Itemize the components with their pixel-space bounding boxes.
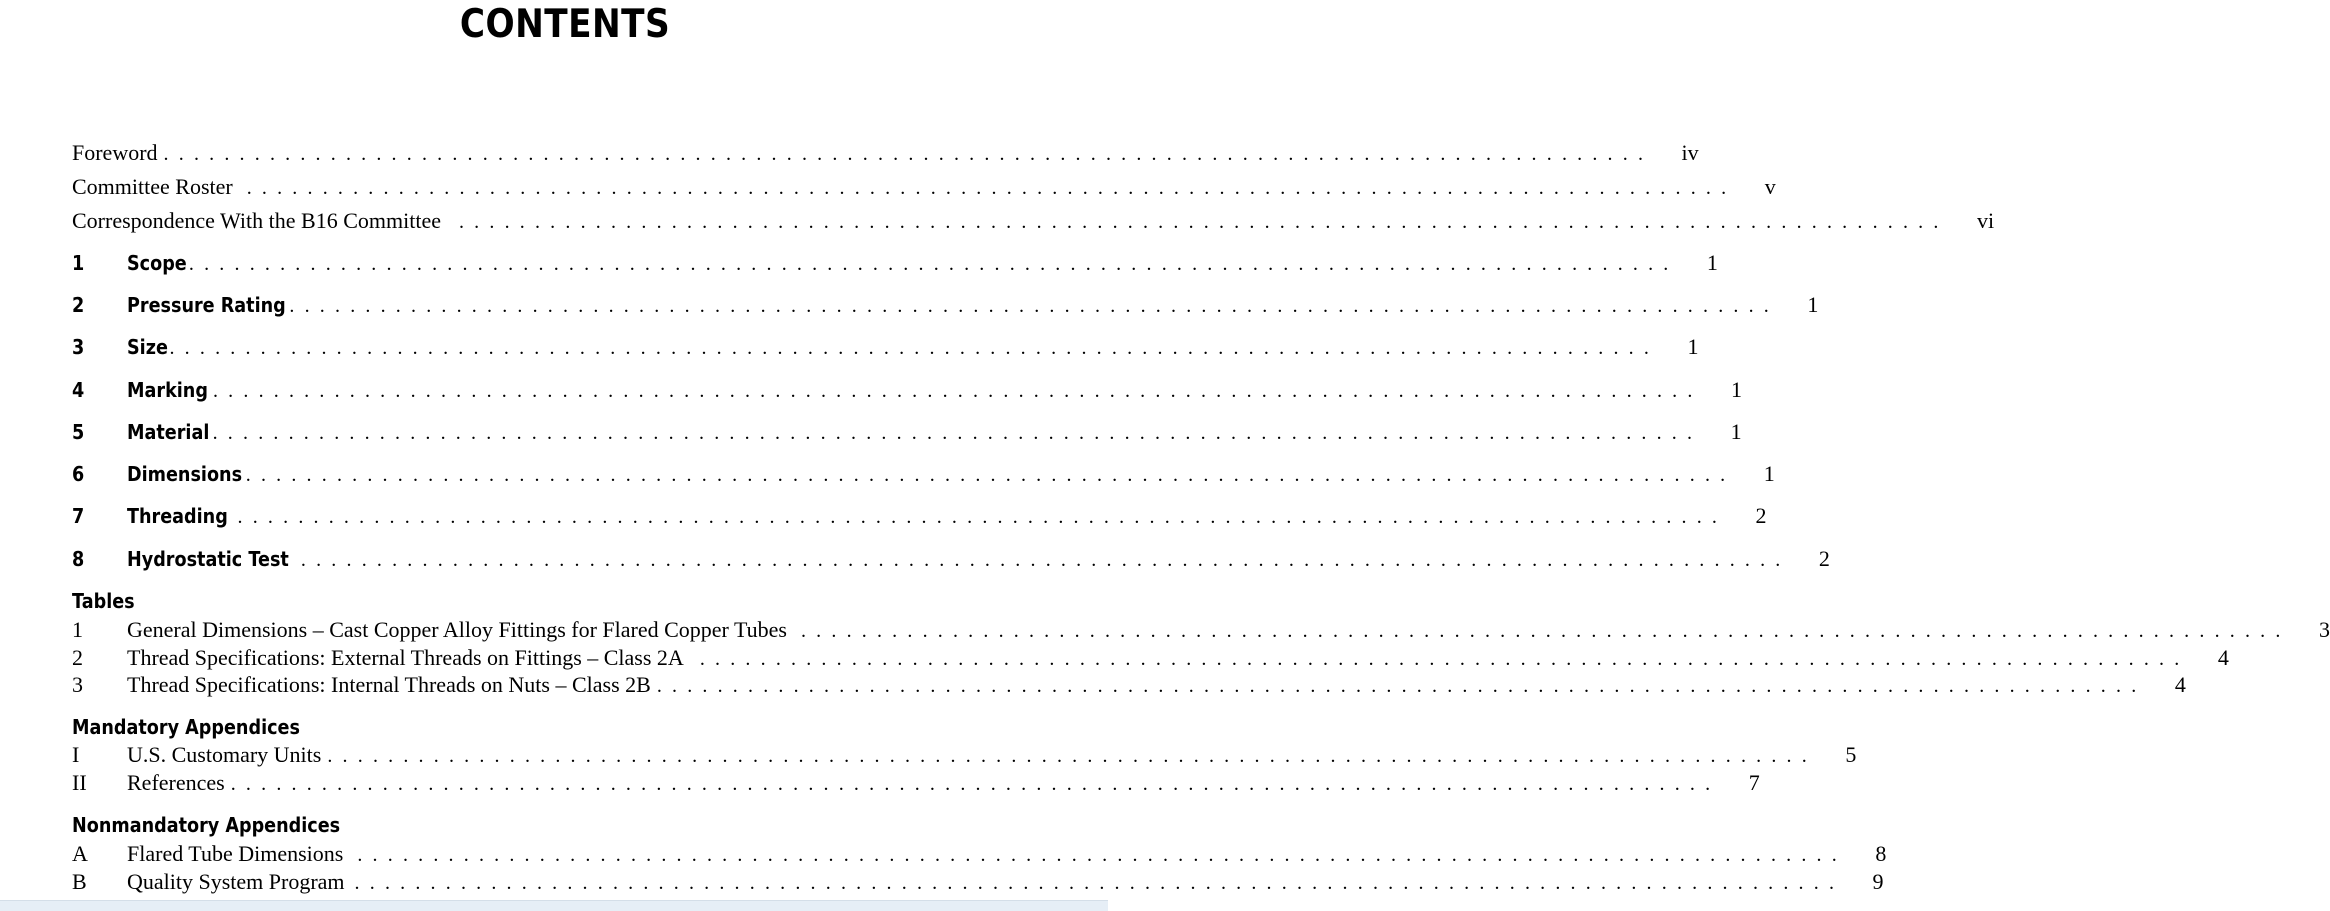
toc-entry-page: 9: [1872, 869, 1884, 894]
toc-entry-page: iv: [1681, 140, 1699, 165]
section-label: Hydrostatic Test: [127, 547, 289, 571]
dot-leader: . . . . . . . . . . . . . . . . . . . . . . . . . . . . . . . . . . . . . . . . . . . . . . . . . . . . . . . . . . . . . . . . . . . . . . . . . . . . . . . . . . . . . . . . . . . . . . . . . .: [327, 745, 1810, 767]
toc-section-5[interactable]: [72, 419, 1742, 447]
appendix-number: A: [72, 841, 88, 866]
section-number: 2: [72, 293, 85, 317]
toc-entry-foreword[interactable]: [72, 140, 1699, 168]
mandatory-appendices-heading: Mandatory Appendices: [72, 715, 300, 739]
dot-leader: . . . . . . . . . . . . . . . . . . . . . . . . . . . . . . . . . . . . . . . . . . . . . . . . . . . . . . . . . . . . . . . . . . . . . . . . . . . . . . . . . . . . . . . . . . . . . . . . . .: [354, 872, 1837, 894]
toc-appendix-I[interactable]: [72, 742, 1857, 770]
section-number: 1: [72, 251, 85, 275]
toc-section-3[interactable]: [72, 334, 1699, 362]
dot-leader: . . . . . . . . . . . . . . . . . . . . . . . . . . . . . . . . . . . . . . . . . . . . . . . . . . . . . . . . . . . . . . . . . . . . . . . . . . . . . . . . . . . . . . . . . . . . . . . . . .: [230, 773, 1713, 795]
toc-entry-page: 3: [2318, 617, 2330, 642]
dot-leader: . . . . . . . . . . . . . . . . . . . . . . . . . . . . . . . . . . . . . . . . . . . . . . . . . . . . . . . . . . . . . . . . . . . . . . . . . . . . . . . . . . . . . . . . . . . . . . . . . .: [212, 380, 1695, 402]
toc-entry-page: 2: [1755, 503, 1767, 528]
nonmandatory-appendices-heading: Nonmandatory Appendices: [72, 813, 341, 837]
viewer-bottom-edge: [0, 900, 1108, 911]
dot-leader: . . . . . . . . . . . . . . . . . . . . . . . . . . . . . . . . . . . . . . . . . . . . . . . . . . . . . . . . . . . . . . . . . . . . . . . . . . . . . . . . . . . . . . . . . . . . . . . . . .: [169, 337, 1652, 359]
toc-entry-page: 8: [1875, 841, 1887, 866]
toc-table-3[interactable]: [72, 672, 2186, 700]
dot-leader: . . . . . . . . . . . . . . . . . . . . . . . . . . . . . . . . . . . . . . . . . . . . . . . . . . . . . . . . . . . . . . . . . . . . . . . . . . . . . . . . . . . . . . . . . . . . . . . . . .: [800, 620, 2283, 642]
dot-leader: . . . . . . . . . . . . . . . . . . . . . . . . . . . . . . . . . . . . . . . . . . . . . . . . . . . . . . . . . . . . . . . . . . . . . . . . . . . . . . . . . . . . . . . . . . . . . . . . . .: [245, 464, 1728, 486]
section-number: 5: [72, 420, 85, 444]
appendix-label: Flared Tube Dimensions: [127, 841, 344, 866]
section-label: Threading: [127, 504, 228, 528]
table-number: 2: [72, 645, 83, 670]
toc-section-4[interactable]: [72, 377, 1742, 405]
section-number: 3: [72, 335, 85, 359]
toc-entry-page: 1: [1763, 461, 1775, 486]
section-label: Material: [127, 420, 210, 444]
section-label: Size: [127, 335, 168, 359]
dot-leader: . . . . . . . . . . . . . . . . . . . . . . . . . . . . . . . . . . . . . . . . . . . . . . . . . . . . . . . . . . . . . . . . . . . . . . . . . . . . . . . . . . . . . . . . . . . . . . . . . .: [188, 253, 1671, 275]
dot-leader: . . . . . . . . . . . . . . . . . . . . . . . . . . . . . . . . . . . . . . . . . . . . . . . . . . . . . . . . . . . . . . . . . . . . . . . . . . . . . . . . . . . . . . . . . . . . . . . . . .: [300, 549, 1783, 571]
toc-appendix-II[interactable]: [72, 770, 1760, 798]
dot-leader: . . . . . . . . . . . . . . . . . . . . . . . . . . . . . . . . . . . . . . . . . . . . . . . . . . . . . . . . . . . . . . . . . . . . . . . . . . . . . . . . . . . . . . . . . . . . . . . . . .: [163, 143, 1646, 165]
table-label: Thread Specifications: Internal Threads on Nuts – Class 2B: [127, 672, 651, 697]
dot-leader: . . . . . . . . . . . . . . . . . . . . . . . . . . . . . . . . . . . . . . . . . . . . . . . . . . . . . . . . . . . . . . . . . . . . . . . . . . . . . . . . . . . . . . . . . . . . . . . . . .: [357, 844, 1840, 866]
toc-entry-label: Correspondence With the B16 Committee: [72, 208, 441, 233]
dot-leader: . . . . . . . . . . . . . . . . . . . . . . . . . . . . . . . . . . . . . . . . . . . . . . . . . . . . . . . . . . . . . . . . . . . . . . . . . . . . . . . . . . . . . . . . . . . . . . . . . .: [699, 648, 2182, 670]
appendix-number: B: [72, 869, 87, 894]
appendix-number: II: [72, 770, 87, 795]
section-number: 7: [72, 504, 85, 528]
toc-entry-page: 1: [1807, 292, 1819, 317]
dot-leader: . . . . . . . . . . . . . . . . . . . . . . . . . . . . . . . . . . . . . . . . . . . . . . . . . . . . . . . . . . . . . . . . . . . . . . . . . . . . . . . . . . . . . . . . . . . . . . . . . .: [246, 177, 1729, 199]
toc-appendix-A[interactable]: [72, 841, 1887, 869]
toc-entry-page: 1: [1730, 377, 1742, 402]
dot-leader: . . . . . . . . . . . . . . . . . . . . . . . . . . . . . . . . . . . . . . . . . . . . . . . . . . . . . . . . . . . . . . . . . . . . . . . . . . . . . . . . . . . . . . . . . . . . . . . . . .: [656, 675, 2139, 697]
section-label: Pressure Rating: [127, 293, 286, 317]
toc-entry-page: 1: [1730, 419, 1742, 444]
appendix-number: I: [72, 742, 80, 767]
toc-entry-page: vi: [1976, 208, 1995, 233]
toc-entry-label: Committee Roster: [72, 174, 233, 199]
toc-entry-page: 4: [2174, 672, 2186, 697]
toc-appendix-B[interactable]: [72, 869, 1884, 897]
toc-table-1[interactable]: [72, 617, 2330, 645]
toc-entry-page: 7: [1748, 770, 1760, 795]
page-title: CONTENTS: [459, 2, 671, 47]
toc-section-2[interactable]: [72, 292, 1819, 320]
toc-entry-committee-roster[interactable]: [72, 174, 1776, 202]
dot-leader: . . . . . . . . . . . . . . . . . . . . . . . . . . . . . . . . . . . . . . . . . . . . . . . . . . . . . . . . . . . . . . . . . . . . . . . . . . . . . . . . . . . . . . . . . . . . . . . . . .: [212, 422, 1695, 444]
toc-entry-page: 1: [1706, 250, 1718, 275]
section-number: 6: [72, 462, 85, 486]
dot-leader: . . . . . . . . . . . . . . . . . . . . . . . . . . . . . . . . . . . . . . . . . . . . . . . . . . . . . . . . . . . . . . . . . . . . . . . . . . . . . . . . . . . . . . . . . . . . . . . . . .: [458, 211, 1941, 233]
section-label: Dimensions: [127, 462, 243, 486]
toc-section-7[interactable]: [72, 503, 1767, 531]
toc-entry-label: Foreword: [72, 140, 158, 165]
toc-entry-page: 2: [1818, 546, 1830, 571]
table-label: General Dimensions – Cast Copper Alloy Fittings for Flared Copper Tubes: [127, 617, 787, 642]
section-label: Marking: [127, 378, 208, 402]
toc-entry-page: 1: [1687, 334, 1699, 359]
toc-table-2[interactable]: [72, 645, 2229, 673]
toc-entry-page: 4: [2217, 645, 2229, 670]
toc-section-1[interactable]: [72, 250, 1718, 278]
toc-entry-page: v: [1764, 174, 1776, 199]
table-label: Thread Specifications: External Threads on Fittings – Class 2A: [127, 645, 684, 670]
dot-leader: . . . . . . . . . . . . . . . . . . . . . . . . . . . . . . . . . . . . . . . . . . . . . . . . . . . . . . . . . . . . . . . . . . . . . . . . . . . . . . . . . . . . . . . . . . . . . . . . . .: [237, 506, 1720, 528]
section-label: Scope: [127, 251, 187, 275]
section-number: 8: [72, 547, 85, 571]
tables-heading: Tables: [72, 589, 135, 613]
appendix-label: References: [127, 770, 225, 795]
section-number: 4: [72, 378, 85, 402]
table-number: 1: [72, 617, 83, 642]
toc-section-6[interactable]: [72, 461, 1775, 489]
toc-entry-page: 5: [1845, 742, 1857, 767]
table-number: 3: [72, 672, 83, 697]
appendix-label: U.S. Customary Units: [127, 742, 322, 767]
dot-leader: . . . . . . . . . . . . . . . . . . . . . . . . . . . . . . . . . . . . . . . . . . . . . . . . . . . . . . . . . . . . . . . . . . . . . . . . . . . . . . . . . . . . . . . . . . . . . . . . . .: [289, 295, 1772, 317]
appendix-label: Quality System Program: [127, 869, 345, 894]
toc-entry-correspondence[interactable]: [72, 208, 1995, 236]
toc-section-8[interactable]: [72, 546, 1830, 574]
